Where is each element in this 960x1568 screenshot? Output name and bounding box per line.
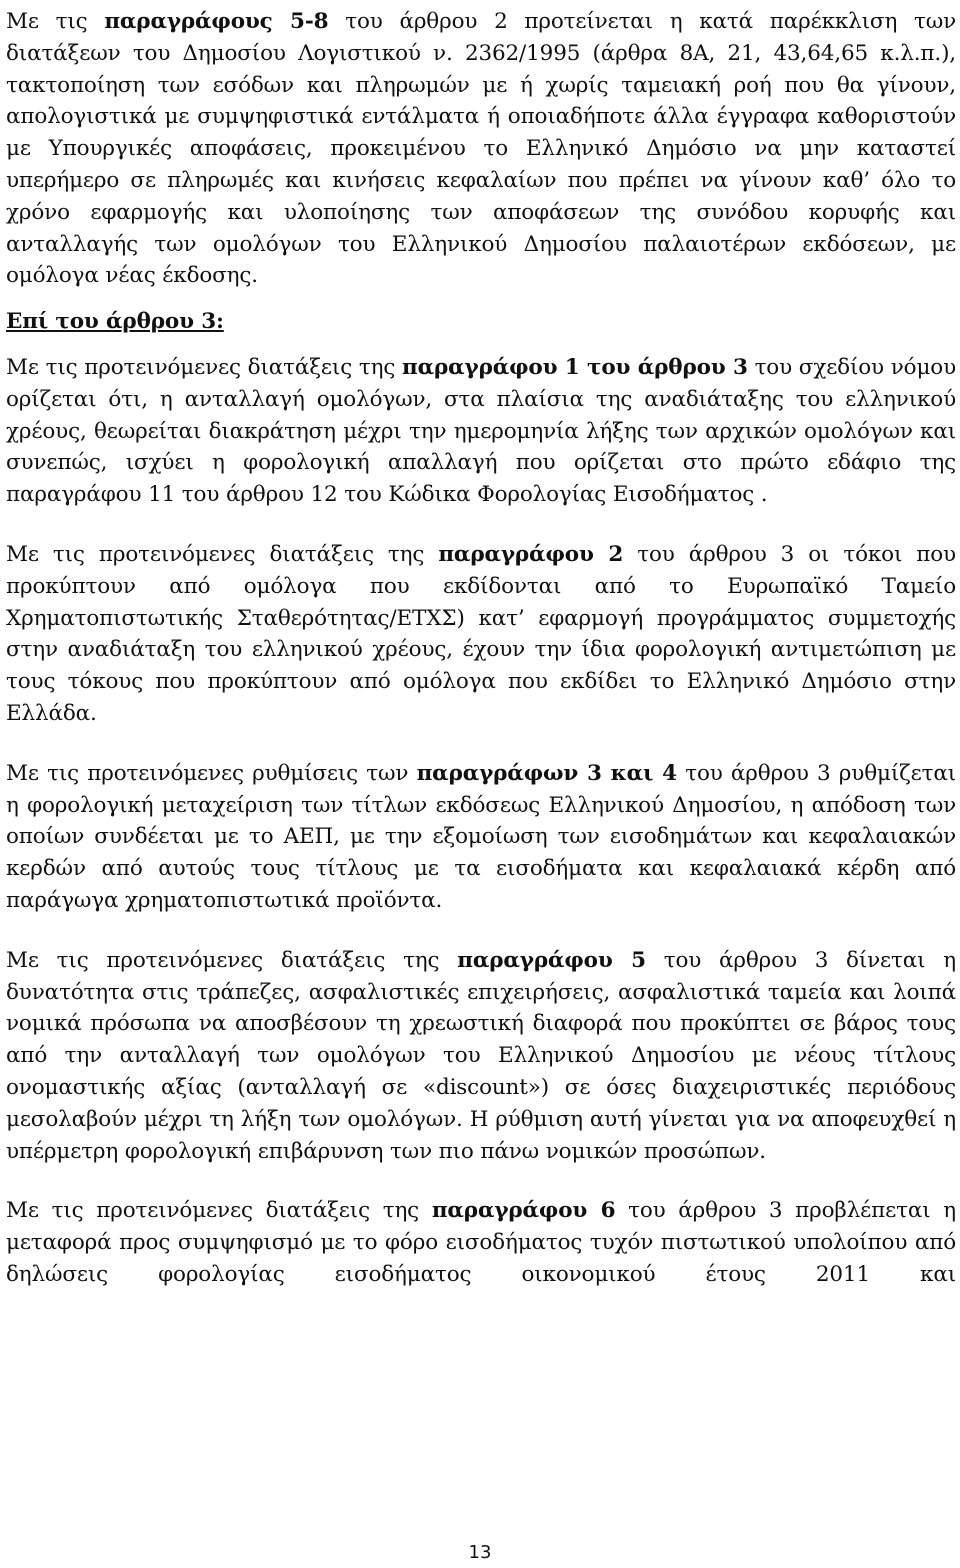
- bold-run: παραγράφου 6: [431, 1198, 616, 1224]
- bold-run: παραγράφων 3 και 4: [416, 760, 677, 786]
- text-run: του άρθρου 3 δίνεται η δυνατότητα στις τράπεζες, ασφαλιστικές επιχειρήσεις, ασφαλιστικά ταμεία και λοιπά νομικά πρόσωπα να αποσβέσουν τη χρεωστική διαφορά που προκύπτει σε βάρος τους από την ανταλλαγή των ομολόγων του Ελληνικού Δημοσίου με νέους τίτλους ονομαστικής αξίας (ανταλλαγή σε «discount») σε όσες διαχειριστικές περιόδους μεσολαβούν μέχρι τη λήξη των ομολόγων. Η ρύθμιση αυτή γίνεται για να αποφευχθεί η υπέρμετρη φορολογική επιβάρυνση των πιο πάνω νομικών προσώπων.: [6, 947, 956, 1164]
- text-run: του σχεδίου νόμου ορίζεται ότι, η ανταλλαγή ομολόγων, στα πλαίσια της αναδιάταξης του ελληνικού χρέους, θεωρείται διακράτηση μέχρι την ημερομηνία λήξης των αρχικών ομολόγων και συνεπώς, ισχύει η φορολογική απαλλαγή που ορίζεται στο πρώτο εδάφιο της παραγράφου 11 του άρθρου 12 του Κώδικα Φορολογίας Εισοδήματος .: [6, 354, 956, 508]
- paragraph-article-3-par-5: [6, 945, 956, 1168]
- paragraph-article-3-par-2: [6, 539, 956, 730]
- text-run: Με τις προτεινόμενες διατάξεις της: [6, 1198, 432, 1224]
- paragraph-article-3-par-1: [6, 352, 956, 511]
- paragraph-articles-2-paragraphs-5-8: [6, 6, 956, 292]
- paragraph-article-3-par-3-4: [6, 758, 956, 917]
- text-run: του άρθρου 3 ρυθμίζεται η φορολογική μεταχείριση των τίτλων εκδόσεως Ελληνικού Δημοσίου, η απόδοση των οποίων συνδέεται με το ΑΕΠ, με την εξομοίωση των εισοδημάτων και κεφαλαιακών κερδών από αυτούς τους τίτλους με τα εισοδήματα και κεφαλαιακά κέρδη από παράγωγα χρηματοπιστωτικά προϊόντα.: [6, 760, 956, 913]
- text-run: του άρθρου 3 οι τόκοι που προκύπτουν από ομόλογα που εκδίδονται από το Ευρωπαϊκό Ταμείο Χρηματοπιστωτικής Σταθερότητας/ΕΤΧΣ) κατ’ εφαρμογή προγράμματος συμμετοχής στην αναδιάταξη του ελληνικού χρέους, έχουν την ίδια φορολογική αντιμετώπιση με τους τόκους που προκύπτουν από ομόλογα που εκδίδει το Ελληνικό Δημόσιο στην Ελλάδα.: [6, 541, 956, 726]
- bold-run: παραγράφου 1 του άρθρου 3: [402, 354, 748, 380]
- text-run: Με τις προτεινόμενες διατάξεις της: [6, 541, 439, 567]
- page-number: 13: [468, 1542, 492, 1563]
- text-run: του άρθρου 2 προτείνεται η κατά παρέκκλιση των διατάξεων του Δημοσίου Λογιστικού ν. 2362/1995 (άρθρα 8Α, 21, 43,64,65 κ.λ.π.), τακτοποίηση των εσόδων και πληρωμών με ή χωρίς ταμειακή ροή που θα γίνουν, απολογιστικά με συμψηφιστικά εντάλματα ή οποιαδήποτε άλλα έγγραφα καθοριστούν με Υπουργικές αποφάσεις, προκειμένου το Ελληνικό Δημόσιο να μην καταστεί υπερήμερο σε πληρωμές και κινήσεις κεφαλαίων που πρέπει να γίνουν καθ’ όλο το χρόνο εφαρμογής και υλοποίησης των αποφάσεων της συνόδου κορυφής και ανταλλαγής των ομολόγων του Ελληνικού Δημοσίου παλαιοτέρων εκδόσεων, με ομόλογα νέας έκδοσης.: [6, 9, 957, 289]
- section-heading-article-3: Επί του άρθρου 3:: [6, 309, 224, 335]
- bold-run: παραγράφους 5-8: [104, 9, 329, 34]
- bold-run: παραγράφου 2: [438, 541, 624, 567]
- text-run: Με τις προτεινόμενες ρυθμίσεις των: [6, 760, 417, 786]
- paragraph-article-3-par-6: [6, 1195, 956, 1290]
- text-run: του άρθρου 3 προβλέπεται η μεταφορά προς συμψηφισμό με το φόρο εισοδήματος τυχόν πιστωτικού υπολοίπου από δηλώσεις φορολογίας εισοδήματος οικονομικού έτους 2011 και: [6, 1198, 956, 1287]
- text-run: Με τις προτεινόμενες διατάξεις της: [6, 947, 458, 973]
- document-body: [6, 6, 956, 1291]
- text-run: Με τις προτεινόμενες διατάξεις της: [6, 354, 402, 380]
- text-run: Με τις: [6, 9, 105, 34]
- bold-run: παραγράφου 5: [457, 947, 646, 973]
